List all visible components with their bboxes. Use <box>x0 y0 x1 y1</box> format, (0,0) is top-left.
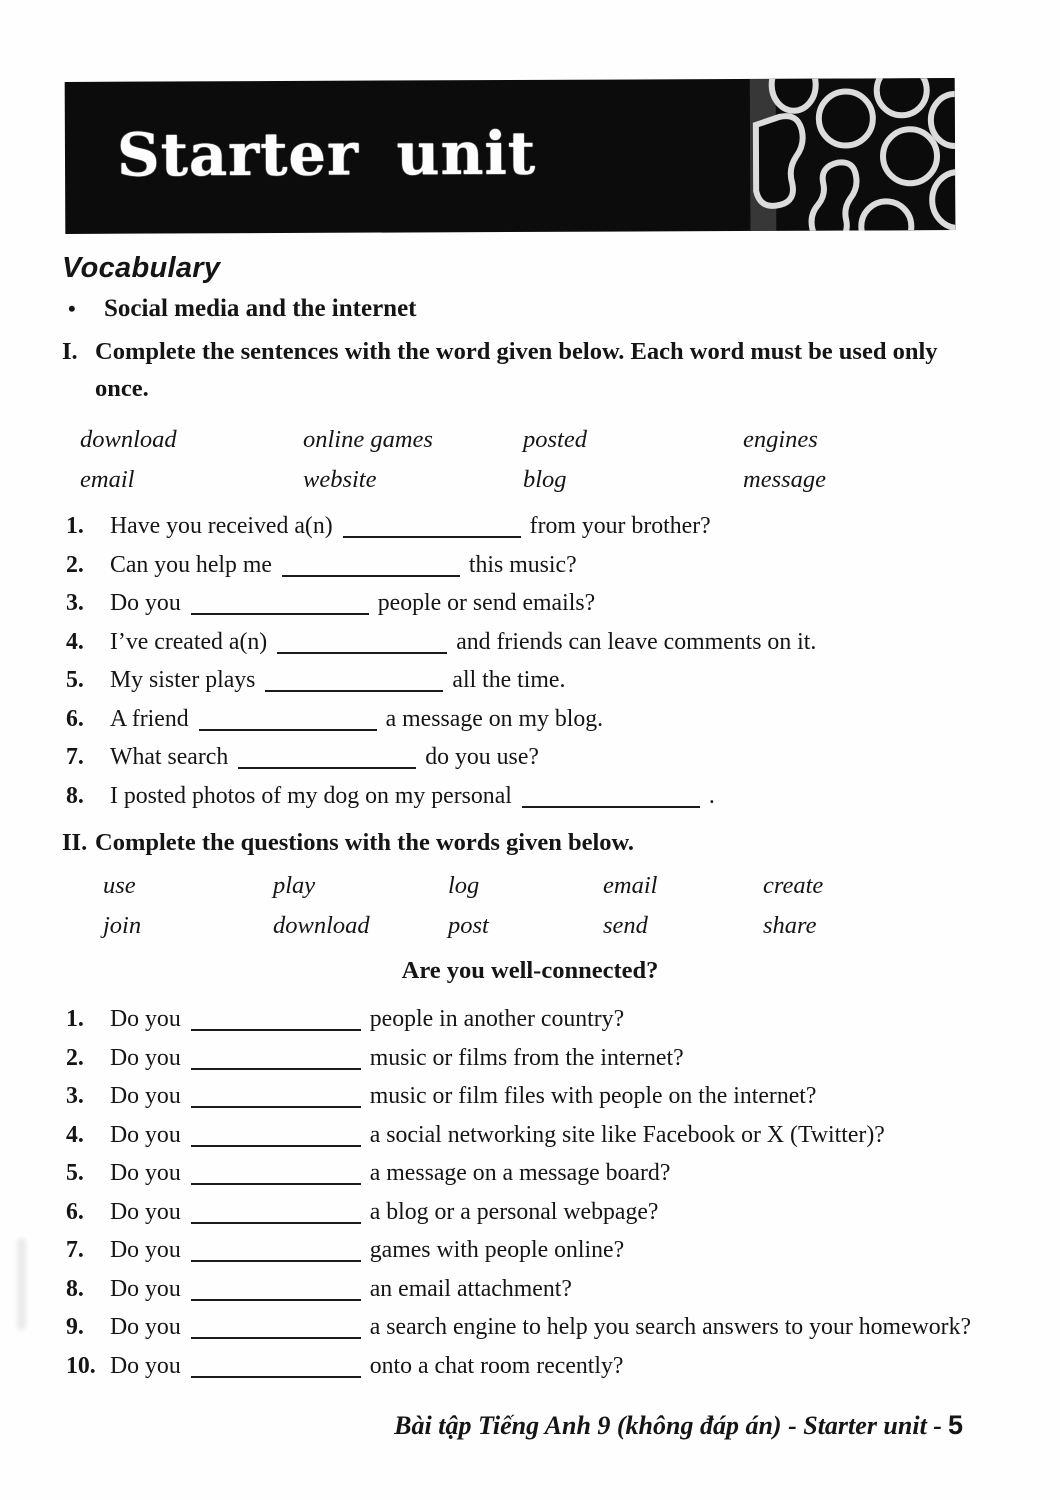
answer-blank <box>191 1295 361 1301</box>
exercise2-list <box>66 1000 981 1385</box>
exercise1-list <box>66 507 981 815</box>
list-item <box>66 507 981 546</box>
item-number: 8. <box>66 1275 84 1302</box>
item-number: 4. <box>66 628 84 655</box>
topic-label: Social media and the internet <box>104 295 417 322</box>
item-number: 3. <box>66 1083 84 1109</box>
exercise1-heading <box>62 333 967 407</box>
list-item <box>66 584 981 623</box>
page-number: 5 <box>947 1410 963 1440</box>
answer-blank <box>265 686 443 692</box>
item-number: 6. <box>66 705 84 732</box>
page-footer <box>0 1408 963 1443</box>
word-bank-word: blog <box>523 466 567 493</box>
bullet-icon: • <box>68 296 76 321</box>
word-bank-word: website <box>303 466 377 493</box>
list-item <box>66 1270 981 1309</box>
word-bank-word: message <box>743 466 827 493</box>
exercise1-word-bank <box>80 420 1060 500</box>
item-text: I’ve created a(n) and friends can leave comments on it. <box>110 628 817 655</box>
list-item <box>66 738 981 777</box>
item-number: 7. <box>66 1237 84 1263</box>
item-number: 2. <box>66 551 84 578</box>
answer-blank <box>191 1333 361 1339</box>
item-text: I posted photos of my dog on my personal . <box>110 782 715 809</box>
item-number: 5. <box>66 667 84 693</box>
exercise1-label: I. <box>62 338 78 365</box>
topic-line <box>68 294 1060 324</box>
item-text: Can you help me this music? <box>110 551 577 578</box>
item-text: Do you people in another country? <box>110 1006 625 1032</box>
quiz-subtitle: Are you well-connected? <box>401 957 659 984</box>
item-text: Do you people or send emails? <box>110 590 596 616</box>
list-item <box>66 1347 981 1386</box>
word-bank-word: email <box>80 466 135 493</box>
answer-blank <box>191 1025 361 1031</box>
exercise2-word-bank <box>103 866 1060 946</box>
list-item <box>66 700 981 739</box>
unit-title: Starter unit <box>116 118 537 190</box>
list-item <box>66 1308 981 1347</box>
item-number: 2. <box>66 1044 84 1071</box>
item-number: 7. <box>66 744 84 770</box>
item-text: Do you a social networking site like Facebook or X (Twitter)? <box>110 1121 885 1148</box>
scan-artifact <box>17 1238 26 1330</box>
item-text: Do you music or film files with people on the internet? <box>110 1083 817 1109</box>
answer-blank <box>191 1372 361 1378</box>
word-bank-word: join <box>103 912 142 939</box>
banner-blob-pattern <box>750 78 956 231</box>
footer-text: Bài tập Tiếng Anh 9 (không đáp án) - Starter unit - <box>394 1411 942 1440</box>
exercise1-instruction: Complete the sentences with the word given below. Each word must be used only once. <box>95 338 938 402</box>
answer-blank <box>238 763 416 769</box>
word-bank-word: post <box>448 912 489 939</box>
answer-blank <box>343 532 521 538</box>
word-bank-word: share <box>763 912 817 939</box>
item-number: 6. <box>66 1198 84 1225</box>
answer-blank <box>191 609 369 615</box>
list-item <box>66 777 981 816</box>
list-item <box>66 1039 981 1078</box>
list-item <box>66 623 981 662</box>
item-text: A friend a message on my blog. <box>110 705 604 732</box>
word-bank-word: send <box>603 912 648 939</box>
exercise2-label: II. <box>62 829 88 856</box>
item-text: Do you a blog or a personal webpage? <box>110 1198 659 1225</box>
item-number: 4. <box>66 1121 84 1148</box>
item-text: Do you an email attachment? <box>110 1275 572 1302</box>
item-text: Do you onto a chat room recently? <box>110 1352 624 1379</box>
answer-blank <box>191 1179 361 1185</box>
answer-blank <box>191 1256 361 1262</box>
exercise2-heading <box>62 824 967 861</box>
word-bank-word: log <box>448 872 480 899</box>
item-text: What search do you use? <box>110 744 539 770</box>
list-item <box>66 1077 981 1116</box>
answer-blank <box>191 1141 361 1147</box>
answer-blank <box>199 725 377 731</box>
item-text: Do you games with people online? <box>110 1237 625 1263</box>
section-title: Vocabulary <box>62 252 221 284</box>
item-number: 1. <box>66 513 84 539</box>
exercise2-instruction: Complete the questions with the words given below. <box>95 829 635 856</box>
word-bank-word: posted <box>523 426 587 453</box>
answer-blank <box>522 802 700 808</box>
item-text: Do you a message on a message board? <box>110 1160 671 1186</box>
item-number: 5. <box>66 1160 84 1186</box>
item-text: Do you a search engine to help you search answers to your homework? <box>110 1314 972 1340</box>
item-number: 10. <box>66 1352 96 1379</box>
answer-blank <box>191 1064 361 1070</box>
list-item <box>66 1116 981 1155</box>
item-text: Do you music or films from the internet? <box>110 1044 684 1071</box>
item-text: My sister plays all the time. <box>110 667 566 693</box>
item-text: Have you received a(n) from your brother? <box>110 513 711 539</box>
word-bank-word: play <box>273 872 316 899</box>
word-bank-word: create <box>763 872 824 899</box>
item-number: 8. <box>66 782 84 809</box>
unit-banner <box>65 78 956 234</box>
word-bank-word: email <box>603 872 658 899</box>
item-number: 1. <box>66 1006 84 1032</box>
list-item <box>66 1154 981 1193</box>
answer-blank <box>191 1218 361 1224</box>
word-bank-word: download <box>80 426 177 453</box>
item-number: 3. <box>66 590 84 616</box>
answer-blank <box>191 1102 361 1108</box>
list-item <box>66 1000 981 1039</box>
list-item <box>66 546 981 585</box>
word-bank-word: online games <box>303 426 433 453</box>
word-bank-word: engines <box>743 426 818 453</box>
item-number: 9. <box>66 1314 84 1340</box>
list-item <box>66 1193 981 1232</box>
answer-blank <box>282 571 460 577</box>
word-bank-word: use <box>103 872 136 899</box>
answer-blank <box>277 648 447 654</box>
list-item <box>66 661 981 700</box>
word-bank-word: download <box>273 912 370 939</box>
list-item <box>66 1231 981 1270</box>
